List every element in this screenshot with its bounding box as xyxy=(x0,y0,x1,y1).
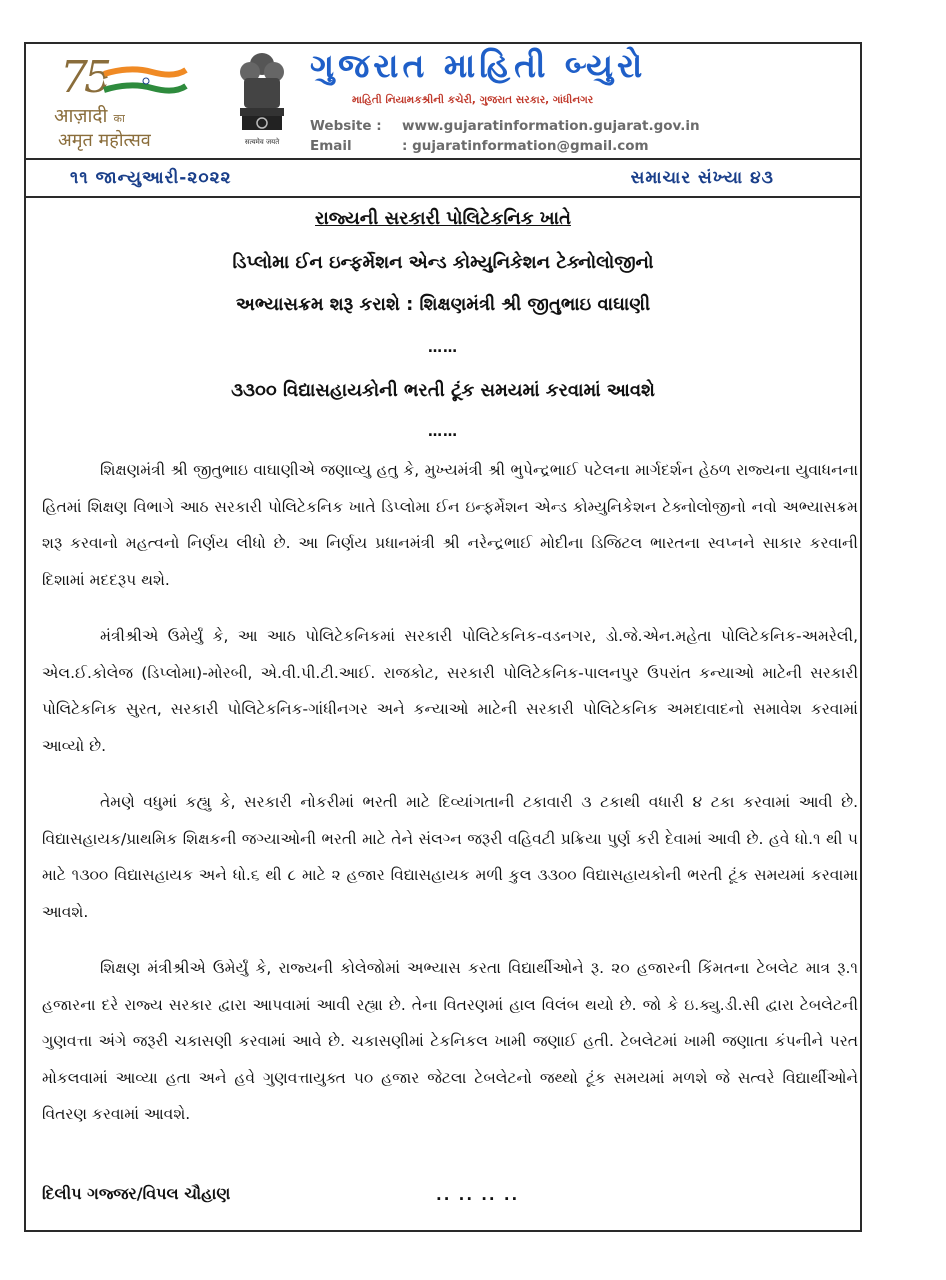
header-divider xyxy=(26,158,860,160)
headline-separator: …… xyxy=(428,340,458,356)
meta-divider xyxy=(26,196,860,198)
logo-number: 75 xyxy=(60,52,108,103)
headline-line-2: ડિપ્લોમા ઈન ઇન્ફર્મેશન એન્ડ કોમ્યુનિકેશન ટેક્નોલોજીનો xyxy=(232,252,654,273)
website-link[interactable]: www.gujaratinformation.gujarat.gov.in xyxy=(402,118,700,134)
email-label: Email xyxy=(310,138,352,154)
signature: દિલીપ ગજ્જર/વિપલ ચૌહાણ xyxy=(42,1184,231,1203)
release-number: સમાચાર સંખ્યા ૪૩ xyxy=(630,168,774,188)
release-date: ૧૧ જાન્યુઆરી-૨૦૨૨ xyxy=(70,168,232,188)
headline-line-1: રાજ્યની સરકારી પોલિટેકનિક ખાતે xyxy=(315,208,571,229)
letterhead xyxy=(26,44,860,158)
website-line xyxy=(310,116,700,136)
body-paragraph-4: શિક્ષણ મંત્રીશ્રીએ ઉમેર્યું કે, રાજ્યની કોલેજોમાં અભ્યાસ કરતા વિદ્યાર્થીઓને રૂ. ૨૦ હજારની કિંમતના ટેબલેટ માત્ર રૂ.૧ હજારના દરે રાજ્ય સરકાર દ્વારા આપવામાં આવી રહ્યા છે. તેના વિતરણમાં હાલ વિલંબ થયો છે. જો કે ઇ.ક્યુ.ડી.સી દ્વારા ટેબલેટની ગુણવત્તા અંગે જરૂરી ચકાસણી કરવામાં આવે છે. ચકાસણીમાં ટેકનિકલ ખામી જણાઈ હતી. ટેબલેટમાં ખામી જણાતા કંપનીને પરત મોકલવામાં આવ્યા હતા અને હવે ગુણવત્તાયુક્ત ૫૦ હજાર જેટલા ટેબલેટનો જથ્થો ટૂંક સમયમાં મળશે જે સત્વરે વિદ્યાર્થીઓને વિતરણ કરવામાં આવશે. xyxy=(42,959,858,1123)
body-paragraph-3: તેમણે વધુમાં કહ્યુ કે, સરકારી નોકરીમાં ભરતી માટે દિવ્યાંગતાની ટકાવારી ૩ ટકાથી વધારી ૪ ટકા કરવામાં આવી છે. વિદ્યાસહાયક/પ્રાથમિક શિક્ષકની જગ્યાઓની ભરતી માટે તેને સંલગ્ન જરૂરી વહિવટી પ્રક્રિયા પુર્ણ કરી દેવામાં આવી છે. હવે ધો.૧ થી ૫ માટે ૧૩૦૦ વિદ્યાસહાયક અને ધો.૬ થી ૮ માટે ૨ હજાર વિદ્યાસહાયક મળી કુલ ૩૩૦૦ વિદ્યાસહાયકોની ભરતી ટૂંક સમયમાં કરવામા આવશે. xyxy=(42,793,858,921)
email-line xyxy=(310,136,700,156)
national-emblem-icon xyxy=(230,50,294,154)
subheadline: ૩૩૦૦ વિદ્યાસહાયકોની ભરતી ટૂંક સમયમાં કરવામાં આવશે xyxy=(231,380,655,401)
logo-line-1: आज़ादी का xyxy=(54,105,125,127)
website-label: Website : xyxy=(310,118,382,134)
end-marker: .. .. .. .. xyxy=(436,1186,520,1204)
logo-line-2: अमृत महोत्सव xyxy=(58,130,151,151)
body-paragraph-1: શિક્ષણમંત્રી શ્રી જીતુભાઇ વાઘાણીએ જણાવ્યુ હતુ કે, મુખ્યમંત્રી શ્રી ભુપેન્દ્રભાઈ પટેલના માર્ગદર્શન હેઠળ રાજ્યના યુવાધનના હિતમાં શિક્ષણ વિભાગે આઠ સરકારી પોલિટેકનિક ખાતે ડિપ્લોમા ઈન ઇન્ફર્મેશન એન્ડ કોમ્યુનિકેશન ટેક્નોલોજીનો નવો અભ્યાસક્રમ શરૂ કરવાનો મહત્વનો નિર્ણય લીધો છે. આ નિર્ણય પ્રધાનમંત્રી શ્રી નરેન્દ્રભાઈ મોદીના ડિજિટલ ભારતના સ્વપ્નને સાકાર કરવાની દિશામાં મદદરૂપ થશે. xyxy=(42,461,858,589)
tricolor-flag-icon xyxy=(100,66,188,96)
headline-line-3: અભ્યાસક્રમ શરૂ કરાશે : શિક્ષણમંત્રી શ્રી જીતુભાઇ વાઘાણી xyxy=(235,294,651,315)
body-paragraph-2: મંત્રીશ્રીએ ઉમેર્યું કે, આ આઠ પોલિટેકનિકમાં સરકારી પોલિટેકનિક-વડનગર, ડો.જે.એન.મહેતા પોલિટેકનિક-અમરેલી, એલ.ઈ.કોલેજ (ડિપ્લોમા)-મોરબી, એ.વી.પી.ટી.આઈ. રાજકોટ, સરકારી પોલિટેકનિક-પાલનપુર ઉપરાંત કન્યાઓ માટેની સરકારી પોલિટેકનિક સુરત, સરકારી પોલિટેકનિક-ગાંધીનગર અને કન્યાઓ માટેની સરકારી પોલિટેકનિક અમદાવાદનો સમાવેશ કરવામાં આવ્યો છે. xyxy=(42,627,858,755)
email-link[interactable]: : gujaratinformation@gmail.com xyxy=(402,138,649,154)
azadi-ka-amrit-mahotsav-logo xyxy=(40,52,200,152)
emblem-caption: सत्यमेव जयते xyxy=(244,138,280,146)
bureau-title: ગુજરાત માહિતી બ્યુરો xyxy=(310,46,647,85)
contact-block xyxy=(310,116,700,156)
subheadline-separator: …… xyxy=(428,424,458,440)
bureau-subtitle: માહિતી નિયામકશ્રીની કચેરી, ગુજરાત સરકાર, ગાંધીનગર xyxy=(352,94,594,106)
